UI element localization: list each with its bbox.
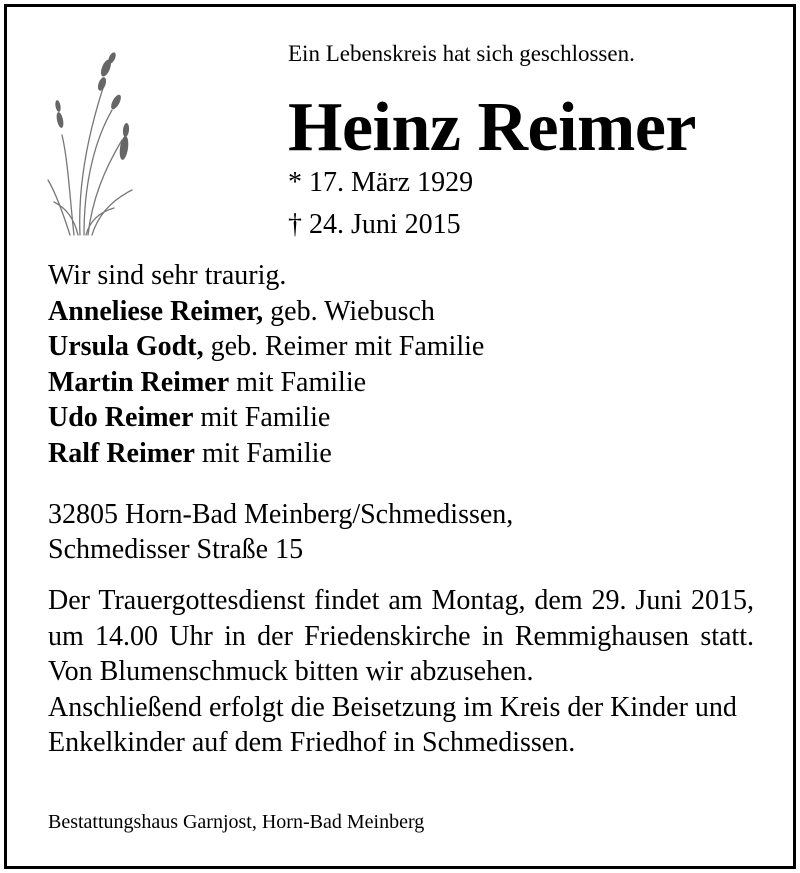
address-line: Schmedisser Straße 15 <box>48 534 304 565</box>
mourner-name: Ursula Godt, <box>48 331 204 362</box>
death-date: † 24. Juni 2015 <box>288 209 461 240</box>
mourner-line <box>48 436 484 472</box>
burial-paragraph: Anschließend erfolgt die Beisetzung im Kreis der Kinder und Enkelkinder auf dem Friedhof in Schmedissen. <box>48 691 737 758</box>
mourner-note: mit Familie <box>193 402 331 433</box>
notice-intro: Ein Lebenskreis hat sich geschlossen. <box>288 41 635 66</box>
mourner-note: geb. Reimer mit Familie <box>203 331 485 362</box>
mourner-note: geb. Wiebusch <box>263 295 435 327</box>
mourner-note: mit Familie <box>229 366 367 398</box>
mourners-list <box>48 258 484 471</box>
deceased-name: Heinz Reimer <box>288 89 696 166</box>
service-text <box>48 583 754 761</box>
mourner-line <box>48 329 484 365</box>
address-line: 32805 Horn-Bad Meinberg/Schmedissen, <box>48 499 514 530</box>
birth-date: * 17. März 1929 <box>288 167 474 198</box>
service-paragraph: Der Trauergottesdienst findet am Montag, dem 29. Juni 2015, um 14.00 Uhr in der Friedenskirche in Remmighausen statt. Von Blumenschmuck bitten wir abzusehen. <box>48 585 754 687</box>
wheat-ears-icon <box>40 40 140 240</box>
address-block <box>48 497 513 567</box>
undertaker-credit: Bestattungshaus Garnjost, Horn-Bad Meinberg <box>48 811 425 833</box>
mourner-note: mit Familie <box>194 437 332 469</box>
mourner-name: Martin Reimer <box>48 366 230 398</box>
mourner-name: Anneliese Reimer, <box>48 295 264 327</box>
mourner-line <box>48 294 484 330</box>
mourner-name: Udo Reimer <box>48 402 194 433</box>
mourners-intro: Wir sind sehr traurig. <box>48 260 287 291</box>
mourner-name: Ralf Reimer <box>48 437 195 469</box>
mourner-line <box>48 400 484 436</box>
mourner-line <box>48 365 484 401</box>
